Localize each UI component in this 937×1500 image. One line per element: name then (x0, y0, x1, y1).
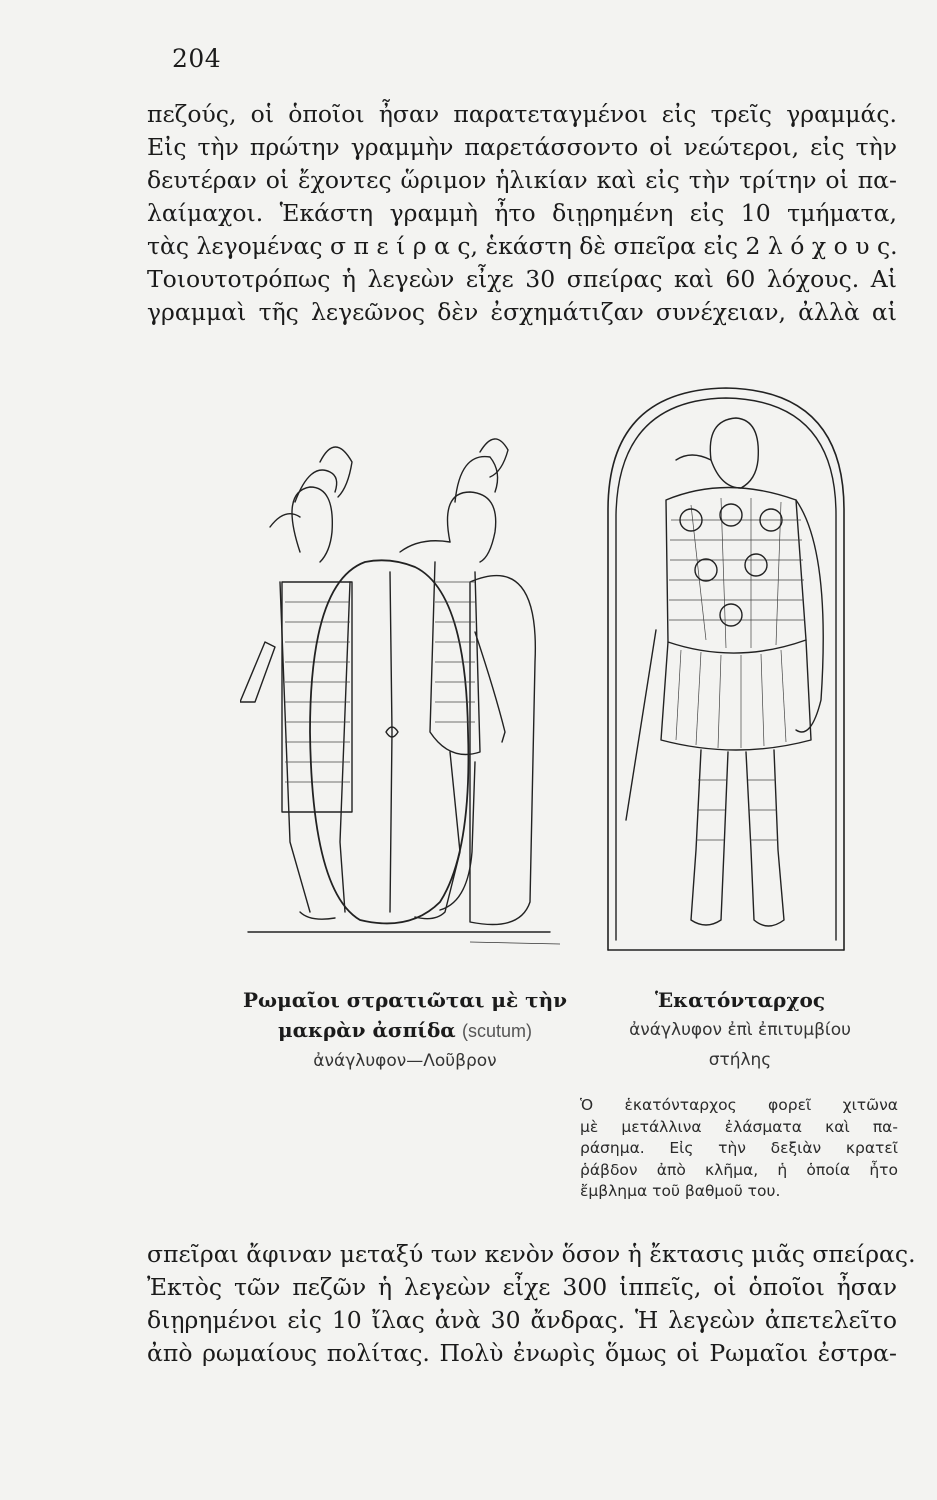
caption-title: Ρωμαῖοι στρατιῶται μὲ τὴν (243, 988, 567, 1012)
description-line: μὲ μετάλλινα ἐλάσματα καὶ πα- (580, 1117, 898, 1136)
text-line: Τοιουτοτρόπως ἡ λεγεὼν εἶχε 30 σπείρας καὶ 60 λόχους. Αἱ (147, 265, 897, 293)
text-line: Ἐκτὸς τῶν πεζῶν ἡ λεγεὼν εἶχε 300 ἱππεῖς, οἱ ὁποῖοι ἦσαν (147, 1273, 897, 1301)
right-figure-caption (585, 985, 895, 1075)
page-number: 204 (172, 44, 222, 73)
left-figure-caption (220, 985, 590, 1076)
top-paragraph (147, 98, 897, 329)
text-line: δευτέραν οἱ ἔχοντες ὥριμον ἡλικίαν καὶ εἰς τὴν τρίτην οἱ πα- (147, 166, 897, 194)
text-line: διῃρημένοι εἰς 10 ἴλας ἀνὰ 30 ἄνδρας. Ἡ λεγεὼν ἀπετελεῖτο (147, 1306, 897, 1334)
text-line: τὰς λεγομένας σ π ε ί ρ α ς, ἑκάστη δὲ σπεῖρα εἰς 2 λ ό χ ο υ ς. (147, 232, 898, 260)
bottom-paragraph (147, 1238, 916, 1370)
centurion-stele-illustration (596, 380, 856, 960)
caption-source: ἀνάγλυφον—Λοῦβρον (313, 1051, 497, 1071)
caption-source: στήλης (708, 1050, 772, 1070)
caption-latin-text: (scutum) (462, 1021, 533, 1041)
caption-bold-text: μακρὰν ἀσπίδα (277, 1018, 456, 1042)
description-line: Ὁ ἑκατόνταρχος φορεῖ χιτῶνα (580, 1096, 898, 1114)
description-line: ράσημα. Εἰς τὴν δεξιὰν κρατεῖ (580, 1139, 898, 1157)
text-line: ἀπὸ ρωμαίους πολίτας. Πολὺ ἐνωρὶς ὅμως οἱ Ρωμαῖοι ἐστρα- (147, 1339, 897, 1367)
centurion-description (580, 1095, 898, 1203)
caption-subtitle (220, 1015, 590, 1046)
text-line: Εἰς τὴν πρώτην γραμμὴν παρετάσσοντο οἱ νεώτεροι, εἰς τὴν (147, 133, 897, 161)
caption-source: ἀνάγλυφον ἐπὶ ἐπιτυμβίου (629, 1020, 851, 1040)
roman-soldiers-illustration (240, 432, 570, 962)
description-line: ἔμβλημα τοῦ βαθμοῦ του. (580, 1182, 781, 1200)
text-line: πεζούς, οἱ ὁποῖοι ἦσαν παρατεταγμένοι εἰς τρεῖς γραμμάς. (147, 100, 897, 128)
text-line: γραμμαὶ τῆς λεγεῶνος δὲν ἐσχημάτιζαν συνέχειαν, ἀλλὰ αἱ (147, 298, 897, 326)
caption-title: Ἑκατόνταρχος (654, 988, 826, 1012)
text-line: σπεῖραι ἄφιναν μεταξύ των κενὸν ὅσον ἡ ἔκτασις μιᾶς σπείρας. (147, 1240, 916, 1268)
text-line: λαίμαχοι. Ἑκάστη γραμμὴ ἦτο διῃρημένη εἰς 10 τμήματα, (147, 199, 897, 227)
description-line: ῥάβδον ἀπὸ κλῆμα, ἡ ὁποία ἦτο (580, 1160, 898, 1179)
